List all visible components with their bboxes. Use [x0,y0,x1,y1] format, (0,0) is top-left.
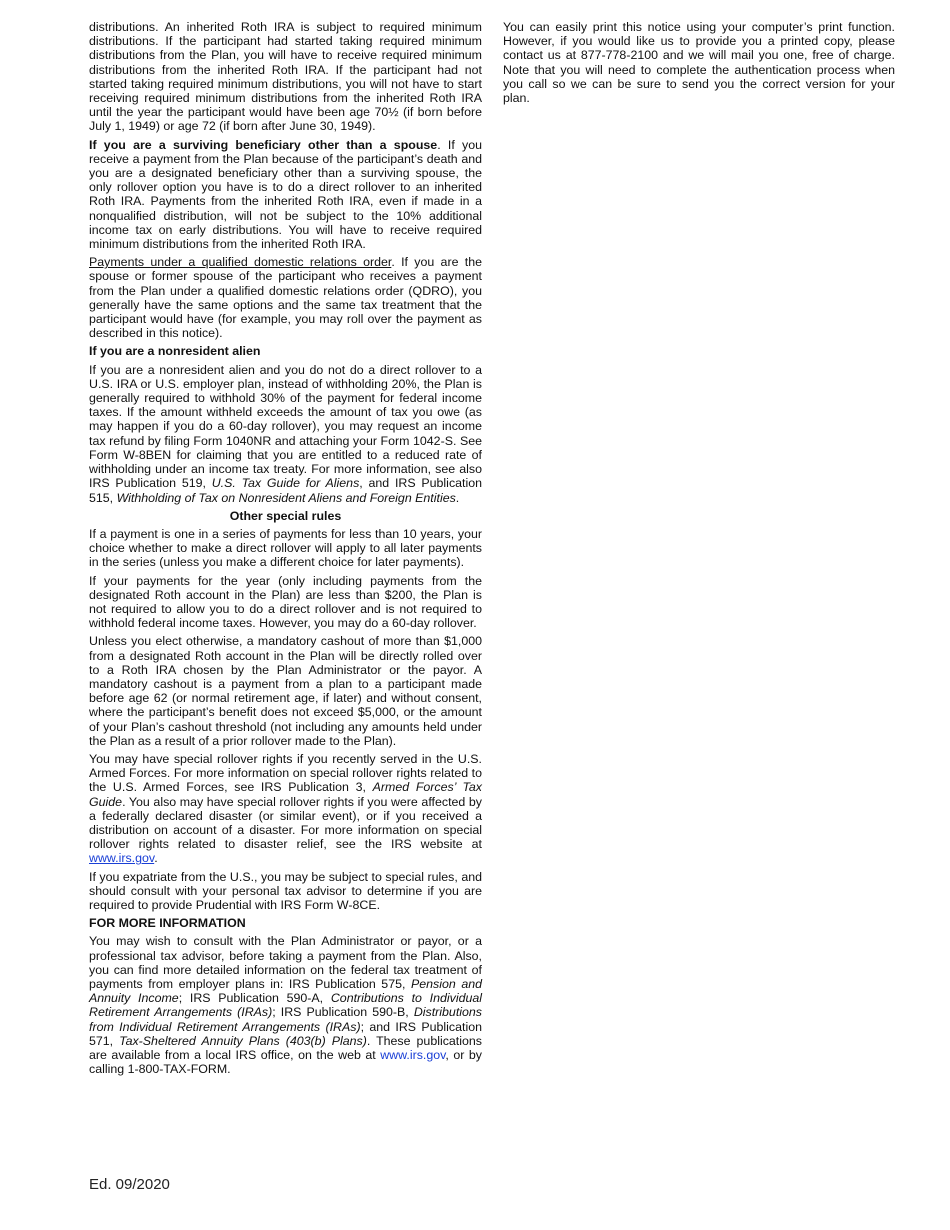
paragraph-under-200: If your payments for the year (only including payments from the designated Roth account in the Plan) are less than $200, the Plan is not required to allow you to do a direct rollover and is not required to withhold federal income taxes. However, you may do a 60-day rollover. [89,573,482,631]
paragraph-qdro: Payments under a qualified domestic relations order. If you are the spouse or former spouse of the participant who receives a payment from the Plan under a qualified domestic relations order (QDRO), you generally have the same options and the same tax treatment that the participant would have (for example, you may roll over the payment as described in this notice). [89,255,482,341]
edition-footer: Ed. 09/2020 [89,1176,170,1193]
for-more-information-heading: FOR MORE INFORMATION [89,916,246,931]
right-column [503,20,895,109]
paragraph-inherited-roth-rmd: distributions. An inherited Roth IRA is subject to required minimum distributions. If the participant had started taking required minimum distributions from the Plan, you will have to receive required minimum distributions from the inherited Roth IRA. If the participant had not started taking required minimum distributions, you will not have to start receiving required minimum distributions from the inherited Roth IRA until the year the participant would have been age 70½ (if born before July 1, 1949) or age 72 (if born after June 30, 1949). [89,20,482,134]
paragraph-nonspouse-beneficiary: If you are a surviving beneficiary other than a spouse. If you receive a payment from the Plan because of the participant’s death and you are a designated beneficiary other than a surviving spouse, the only rollover option you have is to do a direct rollover to an inherited Roth IRA. Payments from the inherited Roth IRA, even if made in a nonqualified distribution, will not be subject to the 10% additional income tax on early distributions. You will have to receive required minimum distributions from the inherited Roth IRA. [89,137,482,252]
irs-website-link[interactable]: www.irs.gov [89,851,155,866]
paragraph-mandatory-cashout: Unless you elect otherwise, a mandatory cashout of more than $1,000 from a designated Roth account in the Plan will be directly rolled over to a Roth IRA chosen by the Plan Administrator or the payor. A mandatory cashout is a payment from a plan to a participant made before age 62 (or normal retirement age, if later) and without consent, where the participant’s benefit does not exceed $5,000, or the amount of your Plan’s cashout threshold (not including any amounts held under the Plan as a result of a prior rollover made to the Plan). [89,634,482,748]
other-special-rules-heading: Other special rules [229,508,342,523]
paragraph-nonresident-alien: If you are a nonresident alien and you do not do a direct rollover to a U.S. IRA or U.S. employer plan, instead of withholding 20%, the Plan is generally required to withhold 30% of the payment for federal income taxes. If the amount withheld exceeds the amount of tax you owe (as may happen if you do a 60-day rollover), you may request an income tax refund by filing Form 1040NR and attaching your Form 1042-S. See Form W-8BEN for claiming that you are entitled to a reduced rate of withholding under an income tax treaty. For more information, see also IRS Publication 519, U.S. Tax Guide for Aliens, and IRS Publication 515, Withholding of Tax on Nonresident Aliens and Foreign Entities. [89,362,483,505]
paragraph-series-payments: If a payment is one in a series of payments for less than 10 years, your choice whether to make a direct rollover will apply to all later payments in the series (unless you make a different choice for later payments). [89,526,482,570]
left-column [89,20,482,1080]
paragraph-armed-forces: You may have special rollover rights if you recently served in the U.S. Armed Forces. For more information on special rollover rights related to the U.S. Armed Forces, see IRS Publication 3, Armed Forces’ Tax Guide. You also may have special rollover rights if you were affected by a federally declared disaster (or similar event), or if you received a distribution on account of a disaster. For more information on special rollover rights related to disaster relief, see the IRS website at www.irs.gov. [89,751,482,866]
nonspouse-beneficiary-heading: If you are a surviving beneficiary other than a spouse [89,137,438,152]
nonresident-alien-heading: If you are a nonresident alien [89,344,261,359]
irs-gov-link[interactable]: www.irs.gov [380,1048,446,1063]
paragraph-print-notice: You can easily print this notice using your computer’s print function. However, if you would like us to provide you a printed copy, please contact us at 877-778-2100 and we will mail you one, free of charge. Note that you will need to complete the authentication process when you call so we can be sure to send you the correct version for your plan. [503,20,895,106]
paragraph-expatriate: If you expatriate from the U.S., you may be subject to special rules, and should consult with your personal tax advisor to determine if you are required to provide Prudential with IRS Form W-8CE. [89,869,482,912]
qdro-heading: Payments under a qualified domestic relations order [89,255,392,270]
paragraph-more-information: You may wish to consult with the Plan Administrator or payor, or a professional tax advisor, before taking a payment from the Plan. Also, you can find more detailed information on the federal tax treatment of payments from employer plans in: IRS Publication 575, Pension and Annuity Income; IRS Publication 590-A, Contributions to Individual Retirement Arrangements (IRAs); IRS Publication 590-B, Distributions from Individual Retirement Arrangements (IRAs); and IRS Publication 571, Tax-Sheltered Annuity Plans (403(b) Plans). These publications are available from a local IRS office, on the web at www.irs.gov, or by calling 1-800-TAX-FORM. [89,934,483,1077]
